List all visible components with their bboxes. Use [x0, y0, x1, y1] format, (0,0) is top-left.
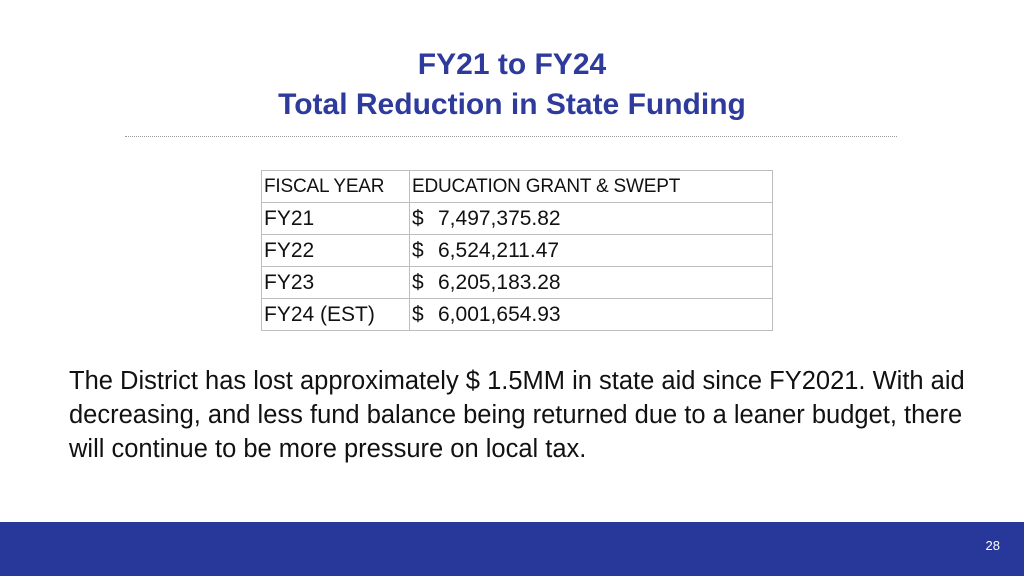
amount-value: 7,497,375.82	[438, 206, 561, 230]
fiscal-year-cell: FY22	[262, 235, 410, 267]
fiscal-year-cell: FY21	[262, 203, 410, 235]
amount-cell	[410, 267, 773, 299]
amount-cell	[410, 299, 773, 331]
footer-bar	[0, 522, 1024, 576]
slide-title: FY21 to FY24	[417, 48, 607, 81]
table-row	[262, 203, 773, 235]
fiscal-year-cell: FY24 (EST)	[262, 299, 410, 331]
header-education-grant: EDUCATION GRANT & SWEPT	[410, 171, 773, 203]
currency-symbol: $	[412, 270, 424, 294]
amount-value: 6,205,183.28	[438, 270, 561, 294]
currency-symbol: $	[412, 302, 424, 326]
body-paragraph	[69, 364, 989, 466]
currency-symbol: $	[412, 238, 424, 262]
table-row	[262, 299, 773, 331]
fiscal-year-cell: FY23	[262, 267, 410, 299]
table-header-row	[262, 171, 773, 203]
currency-symbol: $	[412, 206, 424, 230]
body-text: The District has lost approximately $ 1.5MM in state aid since FY2021. With aid decreasing, and less fund balance being returned due to a leaner budget, there will continue to be more pressure on local tax.	[69, 367, 965, 463]
header-fiscal-year: FISCAL YEAR	[262, 171, 410, 203]
table-row	[262, 235, 773, 267]
amount-cell	[410, 235, 773, 267]
page-number: 28	[985, 538, 1000, 553]
title-divider	[125, 136, 897, 137]
funding-table	[261, 170, 773, 331]
amount-value: 6,001,654.93	[438, 302, 561, 326]
table-row	[262, 267, 773, 299]
slide-subtitle: Total Reduction in State Funding	[278, 88, 746, 121]
amount-value: 6,524,211.47	[438, 238, 560, 262]
amount-cell	[410, 203, 773, 235]
